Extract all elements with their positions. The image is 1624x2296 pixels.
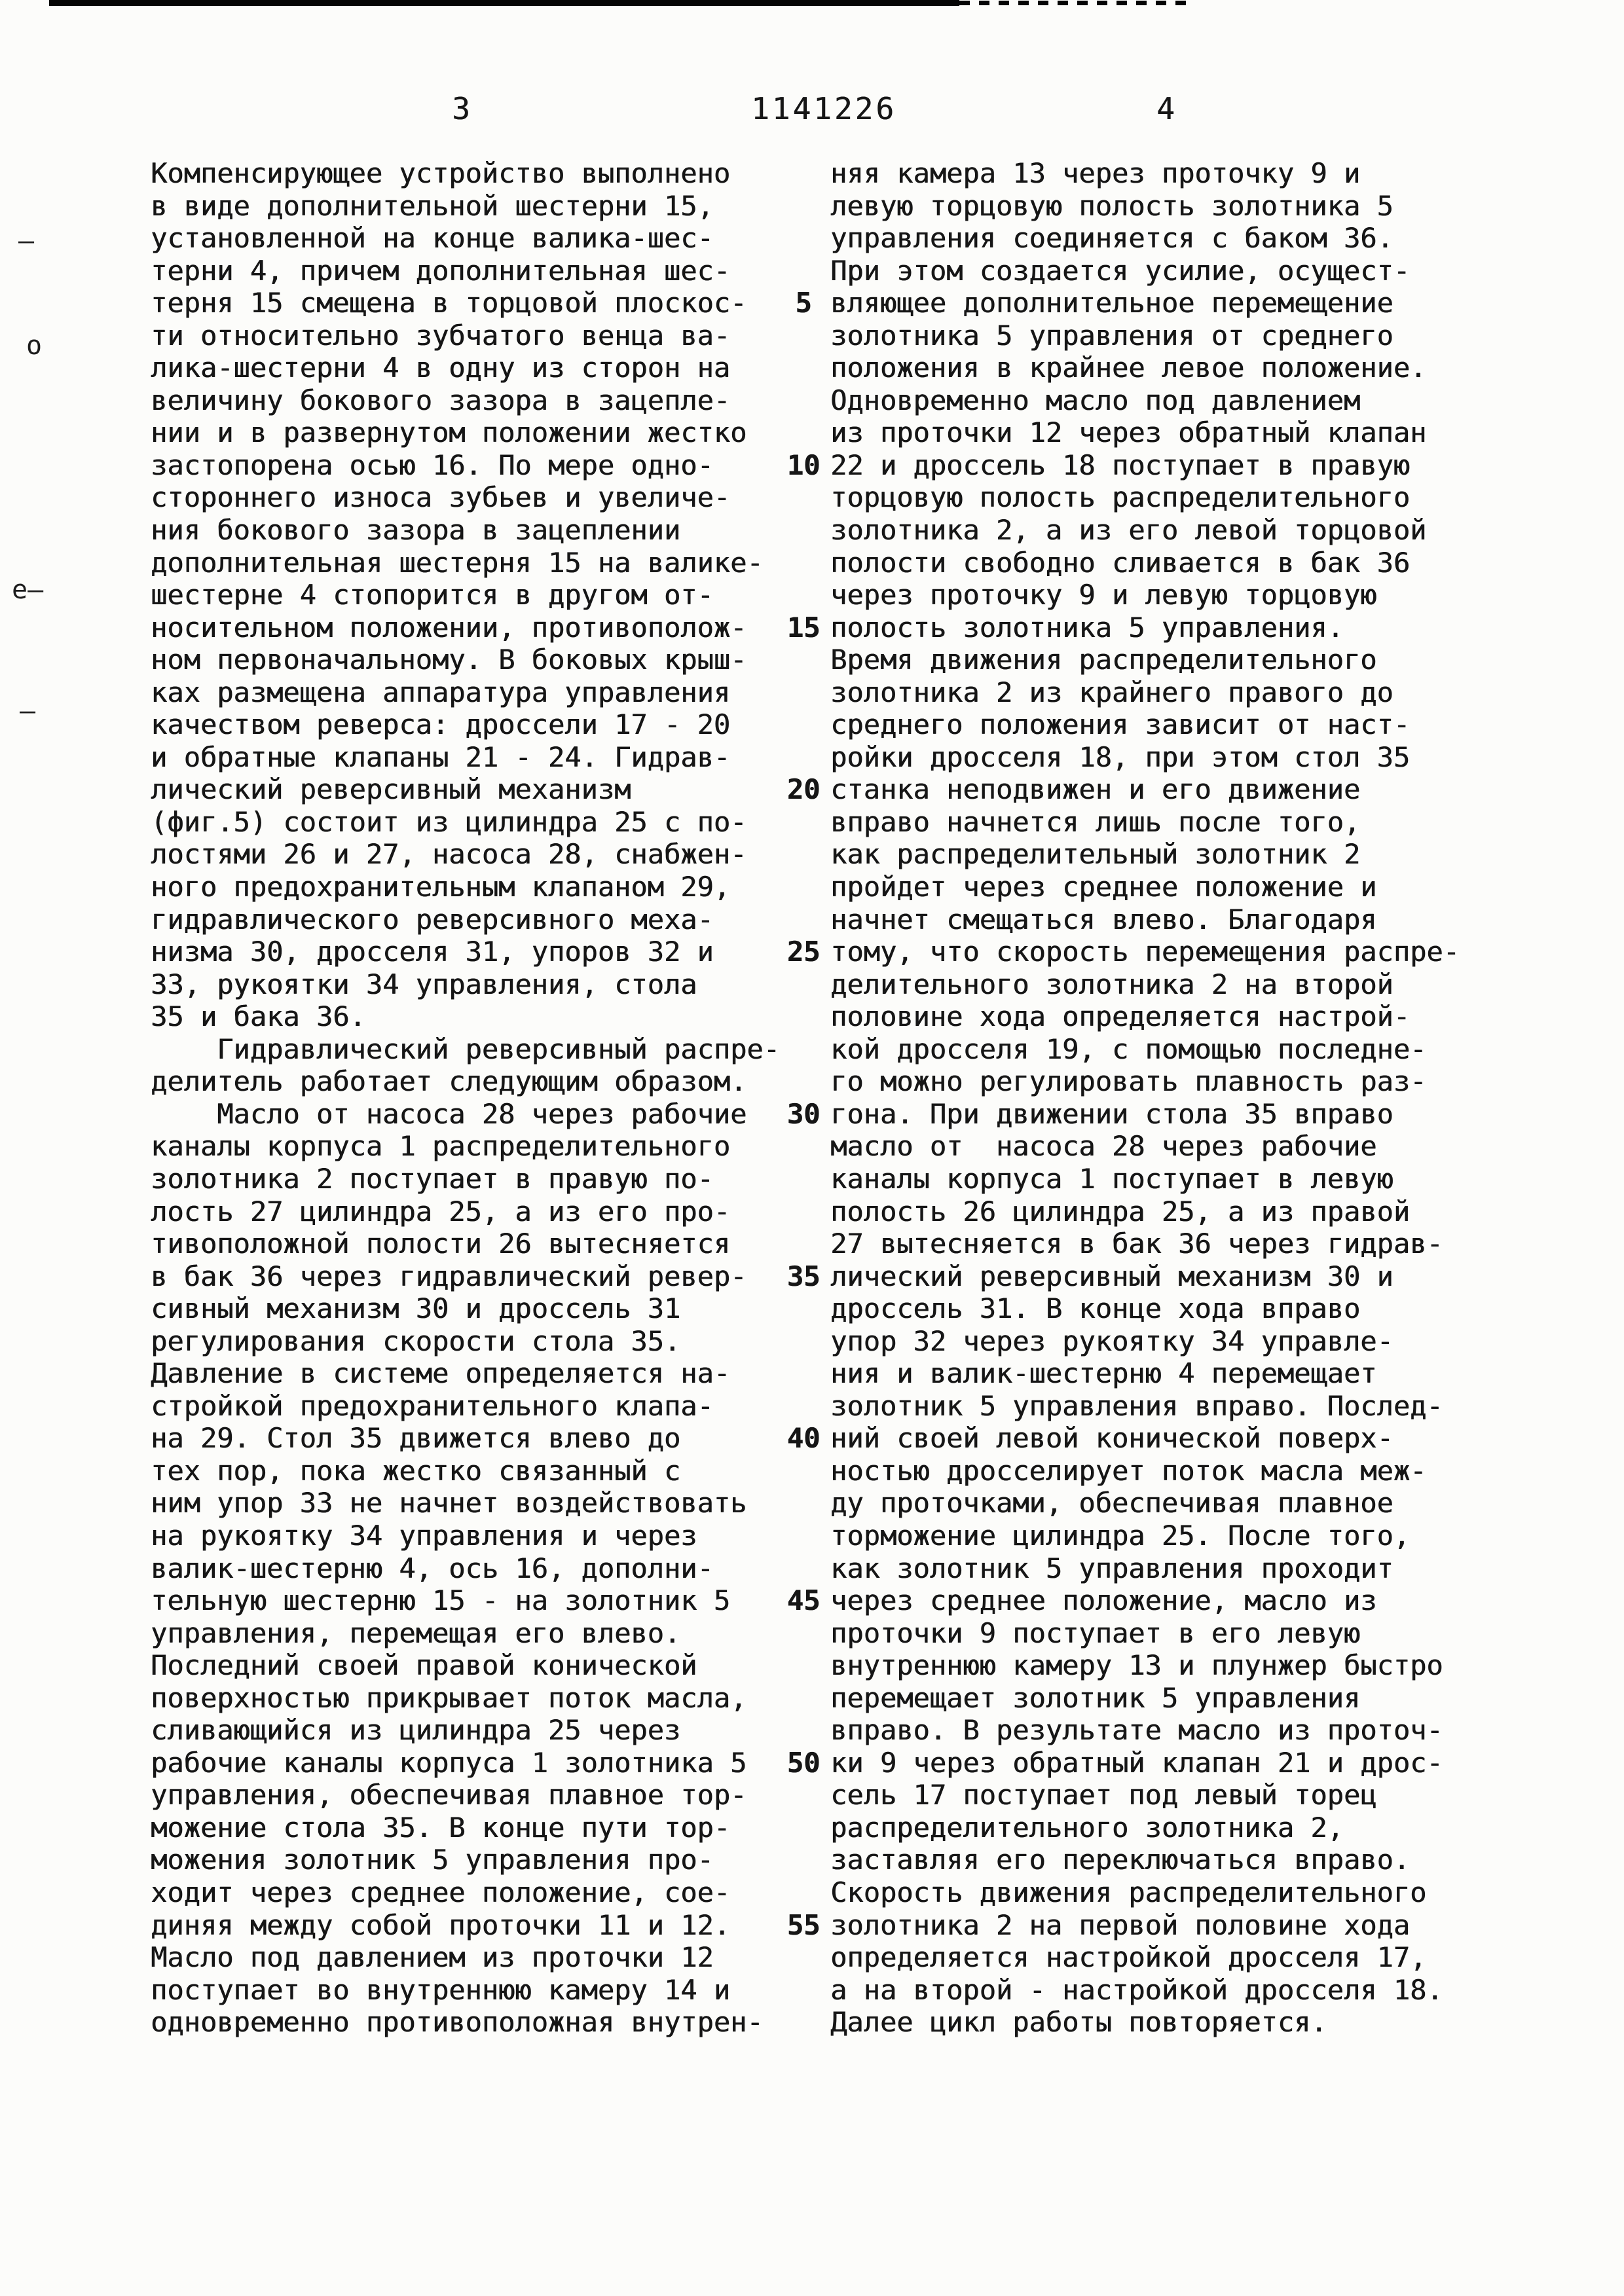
text-line: полость 26 цилиндра 25, а из правой [830,1195,1411,1228]
scan-edge-fragment: — [20,696,36,726]
text-line: При этом создается усилие, осущест- [830,254,1411,287]
text-line: гона. При движении стола 35 вправо [830,1097,1393,1130]
text-line: ния бокового зазора в зацеплении [151,514,681,547]
text-line: управления, обеспечивая плавное тор- [151,1779,747,1812]
left-text-column [151,157,780,2039]
text-line: управления соединяется с баком 36. [830,222,1393,255]
text-line: терни 4, причем дополнительная шес- [151,254,731,287]
text-line: нии и в развернутом положении жестко [151,416,747,449]
text-line: золотника 2, а из его левой торцовой [830,514,1427,547]
line-number: 45 [786,1584,821,1616]
text-line: кой дросселя 19, с помощью последне- [830,1032,1427,1065]
text-line: ки 9 через обратный клапан 21 и дрос- [830,1746,1443,1779]
text-line: распределительного золотника 2, [830,1811,1344,1844]
text-line: станка неподвижен и его движение [830,773,1361,806]
scan-edge-fragment: о [26,331,43,361]
text-line: ния и валик-шестерню 4 перемещает [830,1357,1377,1390]
text-line: Масло от насоса 28 через рабочие [151,1097,747,1130]
text-line: гидравлического реверсивного меха- [151,903,714,936]
text-line: золотника 5 управления от среднего [830,319,1393,352]
text-line: тех пор, пока жестко связанный с [151,1454,681,1487]
line-number: 15 [786,611,821,644]
text-line: сель 17 поступает под левый торец [830,1779,1377,1812]
text-line: ройки дросселя 18, при этом стол 35 [830,740,1411,773]
text-line: 33, рукоятки 34 управления, стола [151,968,697,1000]
text-line: одновременно противоположная внутрен- [151,2006,764,2039]
text-line: Далее цикл работы повторяется. [830,2006,1327,2039]
text-line: лический реверсивный механизм 30 и [830,1260,1393,1292]
line-number: 30 [786,1097,821,1130]
text-line: регулирования скорости стола 35. [151,1324,681,1357]
text-line: (фиг.5) состоит из цилиндра 25 с по- [151,805,747,838]
text-line: дополнительная шестерня 15 на валике- [151,546,764,579]
text-line: упор 32 через рукоятку 34 управле- [830,1324,1393,1357]
text-line: 27 вытесняется в бак 36 через гидрав- [830,1228,1443,1260]
text-line: через среднее положение, масло из [830,1584,1377,1617]
text-line: ностью дросселирует поток масла меж- [830,1454,1427,1487]
text-line: каналы корпуса 1 поступает в левую [830,1162,1393,1195]
scan-top-border-line [49,0,959,6]
text-line: управления, перемещая его влево. [151,1616,681,1649]
text-line: Гидравлический реверсивный распре- [151,1032,780,1065]
text-line: начнет смещаться влево. Благодаря [830,903,1377,936]
text-line: на 29. Стол 35 движется влево до [151,1422,681,1455]
text-line: стройкой предохранительного клапа- [151,1389,714,1422]
text-line: тому, что скорость перемещения распре- [830,936,1460,968]
text-line: вляющее дополнительное перемещение [830,287,1393,319]
text-line: шестерне 4 стопорится в другом от- [151,579,714,611]
text-line: Компенсирующее устройство выполнено [151,157,731,189]
line-number: 40 [786,1422,821,1455]
line-number: 10 [786,448,821,481]
text-line: Давление в системе определяется на- [151,1357,731,1390]
scan-edge-fragment: — [18,226,35,256]
text-line: золотник 5 управления вправо. Послед- [830,1389,1443,1422]
text-line: а на второй - настройкой дросселя 18. [830,1973,1443,2006]
text-line: лика-шестерни 4 в одну из сторон на [151,352,731,384]
text-line: установленной на конце валика-шес- [151,222,714,255]
text-line: 22 и дроссель 18 поступает в правую [830,448,1411,481]
text-line: через проточку 9 и левую торцовую [830,579,1377,611]
text-line: терня 15 смещена в торцовой плоскос- [151,287,747,319]
text-line: стороннего износа зубьев и увеличе- [151,481,731,514]
line-number: 35 [786,1260,821,1292]
right-text-column [830,157,1460,2039]
text-line: дроссель 31. В конце хода вправо [830,1292,1361,1325]
text-line: рабочие каналы корпуса 1 золотника 5 [151,1746,747,1779]
text-line: каналы корпуса 1 распределительного [151,1130,731,1163]
text-line: можения золотник 5 управления про- [151,1844,714,1876]
text-line: в бак 36 через гидравлический ревер- [151,1260,747,1292]
scan-top-border-dashes [959,1,1195,5]
text-line: заставляя его переключаться вправо. [830,1844,1411,1876]
text-line: лость 27 цилиндра 25, а из его про- [151,1195,731,1228]
text-line: золотника 2 на первой половине хода [830,1908,1411,1941]
text-line: золотника 2 поступает в правую по- [151,1162,714,1195]
text-line: как золотник 5 управления проходит [830,1552,1393,1584]
text-line: половине хода определяется настрой- [830,1000,1411,1033]
text-line: Масло под давлением из проточки 12 [151,1941,714,1974]
text-line: застопорена осью 16. По мере одно- [151,448,714,481]
text-line: ний своей левой конической поверх- [830,1422,1393,1455]
text-line: лический реверсивный механизм [151,773,631,806]
text-line: носительном положении, противополож- [151,611,747,644]
text-line: положения в крайнее левое положение. [830,352,1427,384]
text-line: полость золотника 5 управления. [830,611,1344,644]
text-line: левую торцовую полость золотника 5 [830,189,1393,222]
text-line: делитель работает следующим образом. [151,1065,747,1098]
text-line: на рукоятку 34 управления и через [151,1519,697,1552]
text-line: сливающийся из цилиндра 25 через [151,1714,681,1747]
text-line: ного предохранительным клапаном 29, [151,871,731,903]
text-line: вправо начнется лишь после того, [830,805,1361,838]
line-number: 20 [786,773,821,806]
page-number-left: 3 [452,91,470,126]
text-line: ним упор 33 не начнет воздействовать [151,1487,747,1520]
text-line: сивный механизм 30 и дроссель 31 [151,1292,681,1325]
text-line: Одновременно масло под давлением [830,384,1361,416]
text-line: ном первоначальному. В боковых крыш- [151,644,747,676]
text-line: качеством реверса: дроссели 17 - 20 [151,708,731,741]
text-line: Скорость движения распределительного [830,1876,1427,1908]
line-number: 5 [795,287,812,319]
patent-number: 1141226 [751,91,896,126]
line-number: 50 [786,1746,821,1779]
text-line: го можно регулировать плавность раз- [830,1065,1427,1098]
text-line: и обратные клапаны 21 - 24. Гидрав- [151,740,731,773]
text-line: валик-шестерню 4, ось 16, дополни- [151,1552,714,1584]
text-line: поверхностью прикрывает поток масла, [151,1681,747,1714]
text-line: внутреннюю камеру 13 и плунжер быстро [830,1649,1443,1682]
text-line: тивоположной полости 26 вытесняется [151,1228,731,1260]
page-number-right: 4 [1156,91,1175,126]
text-line: диняя между собой проточки 11 и 12. [151,1908,731,1941]
text-line: ти относительно зубчатого венца ва- [151,319,731,352]
text-line: торцовую полость распределительного [830,481,1411,514]
text-line: проточки 9 поступает в его левую [830,1616,1361,1649]
text-line: масло от насоса 28 через рабочие [830,1130,1377,1163]
text-line: как распределительный золотник 2 [830,838,1361,871]
text-line: перемещает золотник 5 управления [830,1681,1361,1714]
text-line: делительного золотника 2 на второй [830,968,1393,1000]
text-line: в виде дополнительной шестерни 15, [151,189,714,222]
text-line: низма 30, дросселя 31, упоров 32 и [151,936,714,968]
text-line: вправо. В результате масло из проточ- [830,1714,1443,1747]
text-line: ходит через среднее положение, сое- [151,1876,731,1908]
line-number: 25 [786,936,821,968]
text-line: поступает во внутреннюю камеру 14 и [151,1973,731,2006]
text-line: Последний своей правой конической [151,1649,697,1682]
text-line: ках размещена аппаратура управления [151,676,731,708]
text-line: определяется настройкой дросселя 17, [830,1941,1427,1974]
text-line: можение стола 35. В конце пути тор- [151,1811,731,1844]
text-line: лостями 26 и 27, насоса 28, снабжен- [151,838,747,871]
text-line: величину бокового зазора в зацепле- [151,384,731,416]
text-line: среднего положения зависит от наст- [830,708,1411,741]
text-line: золотника 2 из крайнего правого до [830,676,1393,708]
scan-edge-fragment: е— [12,575,44,605]
line-number: 55 [786,1908,821,1941]
text-line: тельную шестерню 15 - на золотник 5 [151,1584,731,1617]
text-line: Время движения распределительного [830,644,1377,676]
text-line: няя камера 13 через проточку 9 и [830,157,1361,189]
text-line: торможение цилиндра 25. После того, [830,1519,1411,1552]
text-line: пройдет через среднее положение и [830,871,1377,903]
text-line: полости свободно сливается в бак 36 [830,546,1411,579]
text-line: ду проточками, обеспечивая плавное [830,1487,1393,1520]
text-line: из проточки 12 через обратный клапан [830,416,1427,449]
text-line: 35 и бака 36. [151,1000,366,1033]
